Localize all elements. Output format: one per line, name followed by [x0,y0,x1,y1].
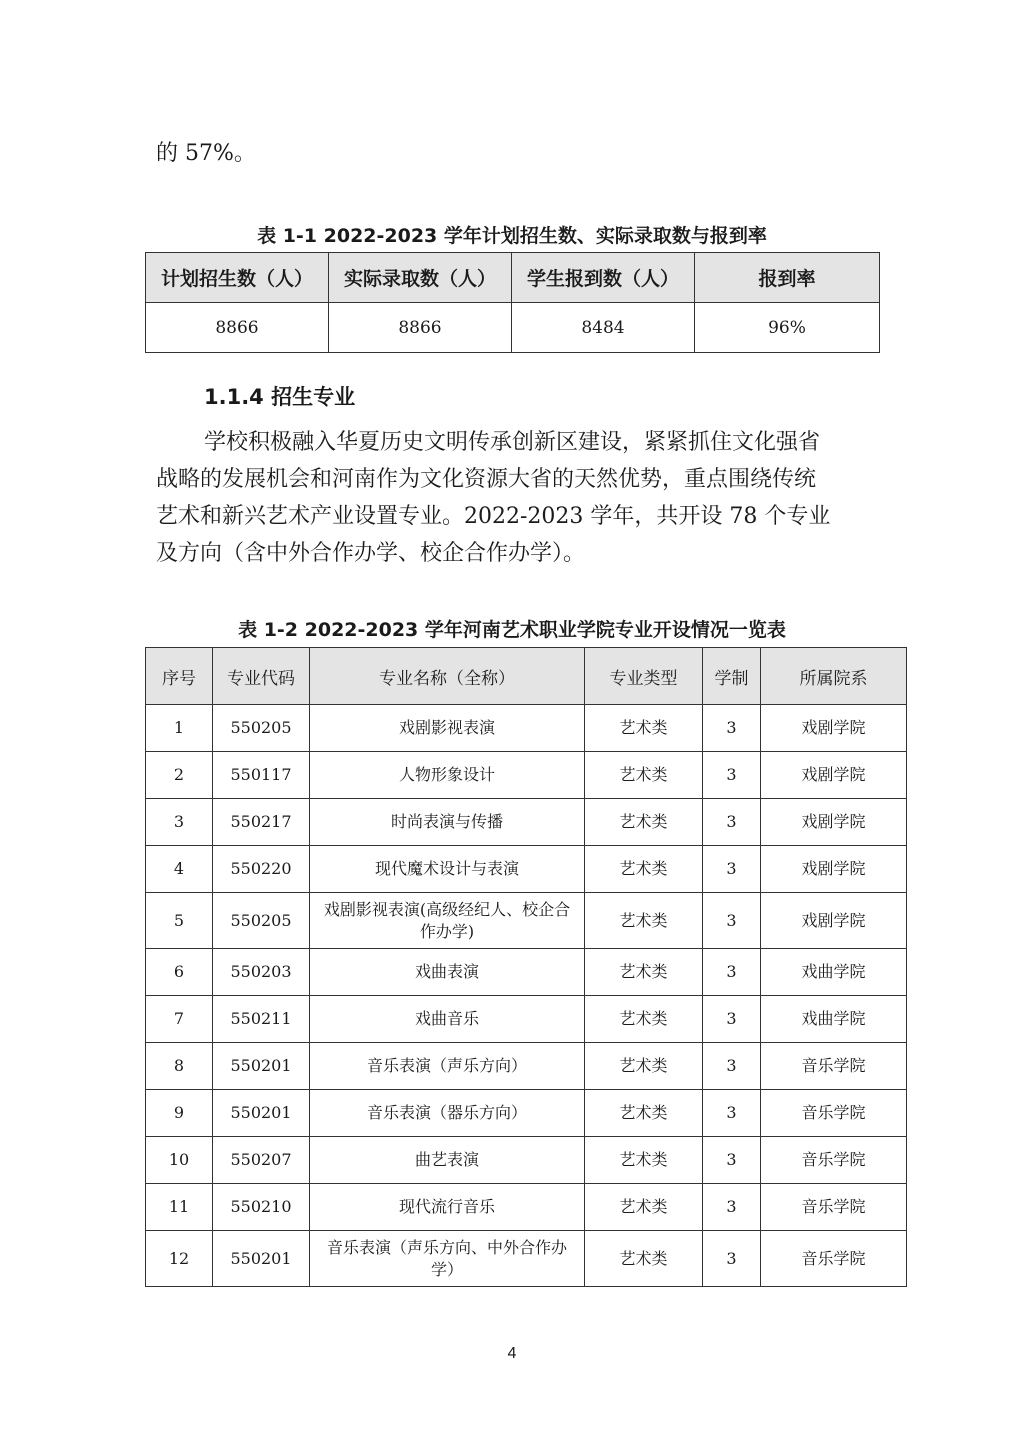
header-duration: 学制 [703,648,761,705]
major-type-cell: 艺术类 [585,1231,703,1287]
paragraph-line: 及方向（含中外合作办学、校企合作办学）。 [156,541,586,566]
duration-cell: 3 [703,1137,761,1184]
major-name-cell: 戏曲音乐 [310,996,585,1043]
table-row [146,1090,907,1137]
table-row [146,949,907,996]
major-code-cell: 550217 [213,799,310,846]
major-code-cell: 550201 [213,1090,310,1137]
table-header-row [146,253,880,303]
table-row [146,303,880,353]
row-index-cell: 8 [146,1043,213,1090]
department-cell: 戏剧学院 [761,799,907,846]
page-number: 4 [507,1345,517,1362]
paragraph-line: 战略的发展机会和河南作为文化资源大省的天然优势，重点围绕传统 [156,467,817,492]
header-department: 所属院系 [761,648,907,705]
department-cell: 戏曲学院 [761,996,907,1043]
row-index-cell: 7 [146,996,213,1043]
major-name-cell: 现代魔术设计与表演 [310,846,585,893]
actual-admission-value: 8866 [329,303,512,353]
table-row [146,846,907,893]
department-cell: 音乐学院 [761,1231,907,1287]
table-row [146,705,907,752]
major-type-cell: 艺术类 [585,893,703,949]
section-heading: 1.1.4 招生专业 [204,385,356,409]
major-type-cell: 艺术类 [585,1090,703,1137]
header-index: 序号 [146,648,213,705]
table-row [146,1184,907,1231]
department-cell: 音乐学院 [761,1090,907,1137]
row-index-cell: 3 [146,799,213,846]
row-index-cell: 5 [146,893,213,949]
table-row [146,893,907,949]
major-name-cell: 时尚表演与传播 [310,799,585,846]
row-index-cell: 4 [146,846,213,893]
department-cell: 戏剧学院 [761,705,907,752]
header-students-registered: 学生报到数（人） [512,253,695,303]
major-code-cell: 550211 [213,996,310,1043]
major-code-cell: 550205 [213,893,310,949]
major-type-cell: 艺术类 [585,996,703,1043]
major-name-cell: 曲艺表演 [310,1137,585,1184]
department-cell: 戏曲学院 [761,949,907,996]
major-code-cell: 550220 [213,846,310,893]
enrollment-table [145,252,880,353]
majors-table [145,647,907,1287]
row-index-cell: 1 [146,705,213,752]
intro-text-line: 的 57%。 [156,141,256,166]
students-registered-value: 8484 [512,303,695,353]
major-name-cell: 音乐表演（声乐方向） [310,1043,585,1090]
major-type-cell: 艺术类 [585,1137,703,1184]
major-name-cell: 戏曲表演 [310,949,585,996]
major-type-cell: 艺术类 [585,846,703,893]
planned-enrollment-value: 8866 [146,303,329,353]
table-header-row [146,648,907,705]
registration-rate-value: 96% [695,303,880,353]
duration-cell: 3 [703,893,761,949]
table-row [146,799,907,846]
duration-cell: 3 [703,996,761,1043]
department-cell: 音乐学院 [761,1184,907,1231]
table-row [146,1043,907,1090]
department-cell: 戏剧学院 [761,893,907,949]
duration-cell: 3 [703,949,761,996]
duration-cell: 3 [703,1231,761,1287]
header-major-name: 专业名称（全称） [310,648,585,705]
major-name-cell: 现代流行音乐 [310,1184,585,1231]
major-name-cell: 音乐表演（声乐方向、中外合作办学） [310,1231,585,1287]
header-major-type: 专业类型 [585,648,703,705]
paragraph-line: 艺术和新兴艺术产业设置专业。2022-2023 学年，共开设 78 个专业 [156,504,831,529]
header-actual-admission: 实际录取数（人） [329,253,512,303]
row-index-cell: 6 [146,949,213,996]
table-row [146,752,907,799]
duration-cell: 3 [703,1043,761,1090]
major-type-cell: 艺术类 [585,705,703,752]
header-registration-rate: 报到率 [695,253,880,303]
table-row [146,996,907,1043]
major-code-cell: 550203 [213,949,310,996]
body-paragraph [156,424,871,572]
department-cell: 戏剧学院 [761,846,907,893]
major-code-cell: 550201 [213,1231,310,1287]
major-name-cell: 戏剧影视表演(高级经纪人、校企合作办学) [310,893,585,949]
duration-cell: 3 [703,1184,761,1231]
major-code-cell: 550207 [213,1137,310,1184]
header-major-code: 专业代码 [213,648,310,705]
major-name-cell: 戏剧影视表演 [310,705,585,752]
department-cell: 音乐学院 [761,1137,907,1184]
row-index-cell: 10 [146,1137,213,1184]
major-name-cell: 人物形象设计 [310,752,585,799]
major-type-cell: 艺术类 [585,949,703,996]
major-code-cell: 550117 [213,752,310,799]
table-row [146,1231,907,1287]
row-index-cell: 9 [146,1090,213,1137]
header-planned-enrollment: 计划招生数（人） [146,253,329,303]
major-type-cell: 艺术类 [585,1184,703,1231]
major-code-cell: 550205 [213,705,310,752]
duration-cell: 3 [703,752,761,799]
duration-cell: 3 [703,1090,761,1137]
major-name-cell: 音乐表演（器乐方向） [310,1090,585,1137]
row-index-cell: 11 [146,1184,213,1231]
row-index-cell: 12 [146,1231,213,1287]
major-code-cell: 550201 [213,1043,310,1090]
row-index-cell: 2 [146,752,213,799]
major-type-cell: 艺术类 [585,1043,703,1090]
department-cell: 戏剧学院 [761,752,907,799]
department-cell: 音乐学院 [761,1043,907,1090]
major-code-cell: 550210 [213,1184,310,1231]
table-row [146,1137,907,1184]
majors-table-body [146,705,907,1287]
table2-caption: 表 1-2 2022-2023 学年河南艺术职业学院专业开设情况一览表 [238,619,786,641]
duration-cell: 3 [703,705,761,752]
major-type-cell: 艺术类 [585,799,703,846]
table1-caption: 表 1-1 2022-2023 学年计划招生数、实际录取数与报到率 [257,225,767,247]
duration-cell: 3 [703,799,761,846]
major-type-cell: 艺术类 [585,752,703,799]
duration-cell: 3 [703,846,761,893]
paragraph-line: 学校积极融入华夏历史文明传承创新区建设，紧紧抓住文化强省 [204,430,821,455]
